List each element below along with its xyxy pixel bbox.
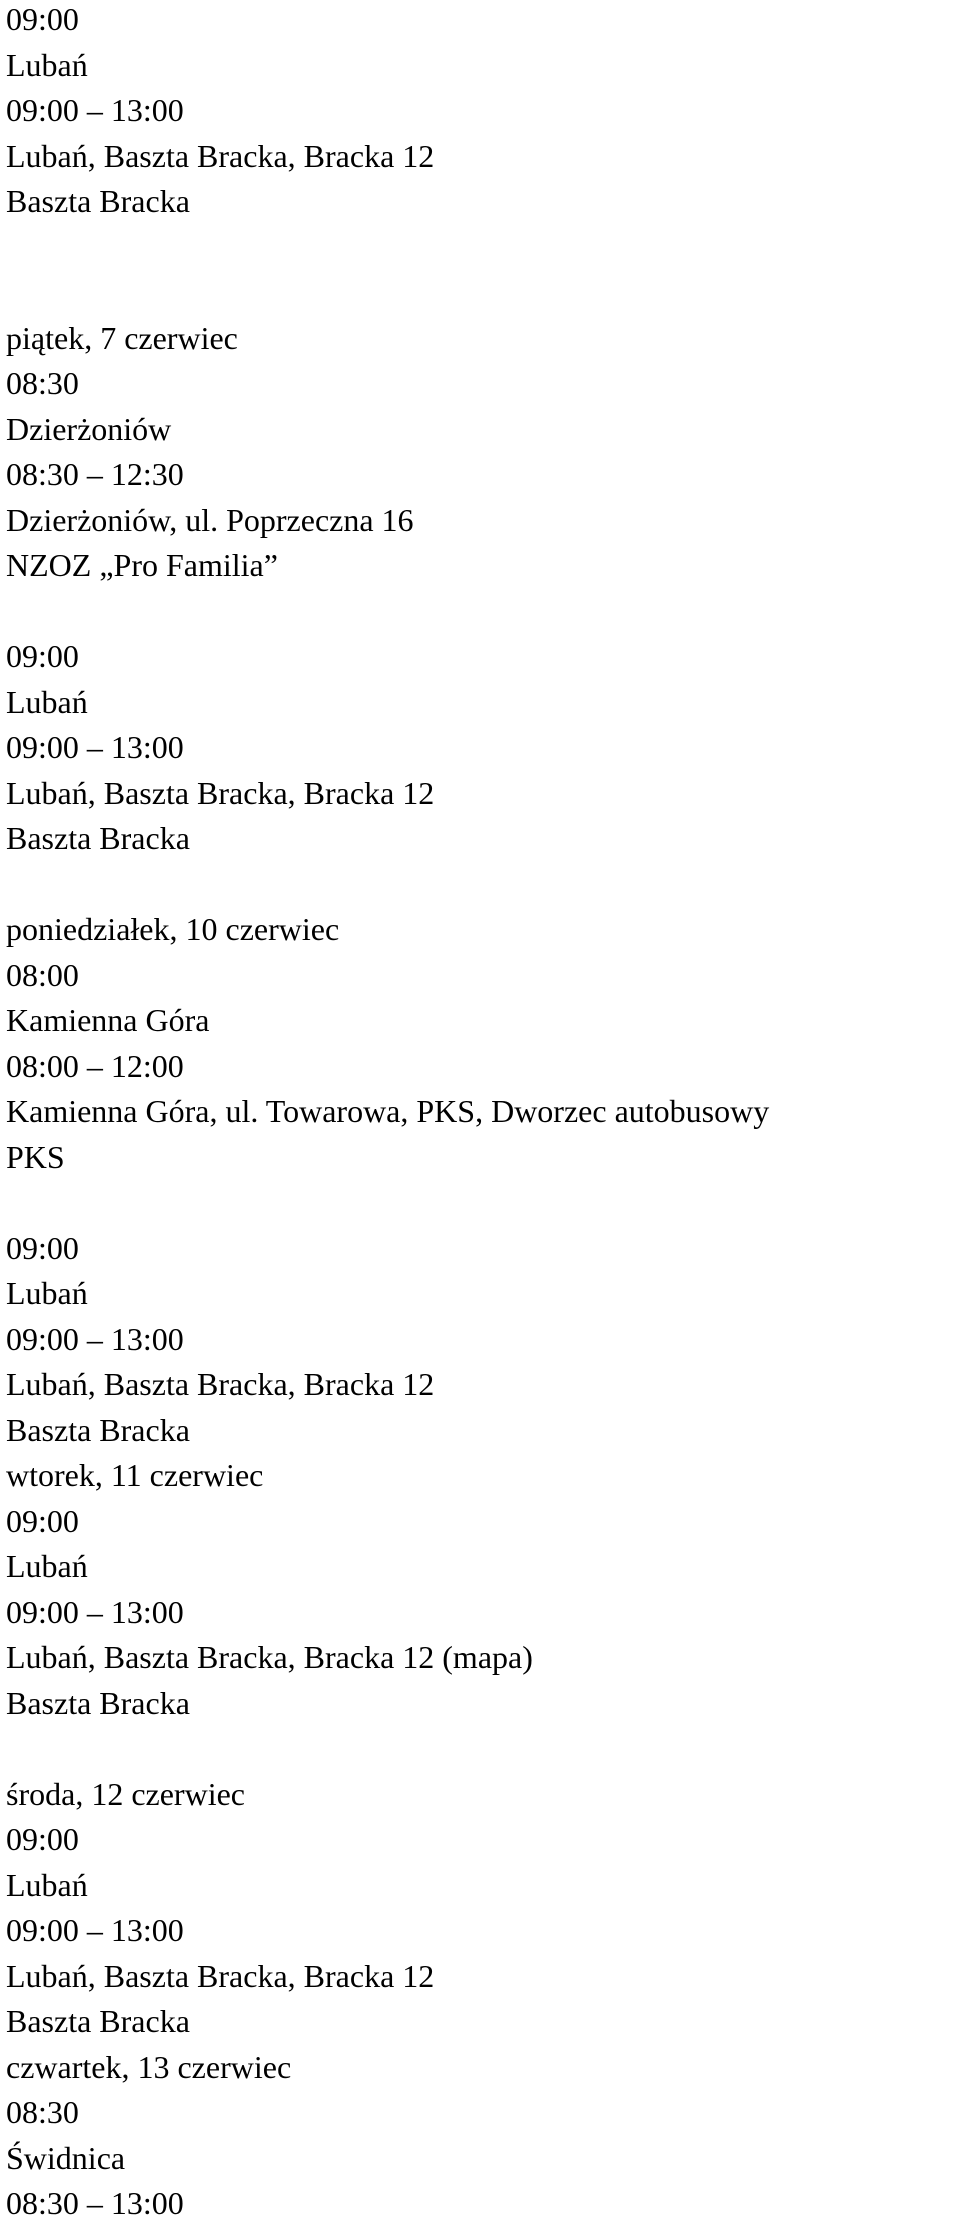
- entry-venue: Baszta Bracka: [6, 820, 190, 856]
- entry-venue: PKS: [6, 1138, 65, 1175]
- blank-line: [6, 1180, 951, 1226]
- entry-hours: 09:00 – 13:00: [6, 92, 184, 128]
- schedule-entry-luban-2: [6, 634, 951, 862]
- entry-time: 08:30: [6, 2094, 79, 2130]
- entry-city: Świdnica: [6, 2139, 126, 2176]
- entry-address: Kamienna Góra, ul. Towarowa, PKS, Dworzec autobusowy: [6, 1093, 770, 1129]
- entry-address: Lubań, Baszta Bracka, Bracka 12: [6, 137, 435, 174]
- entry-time: 09:00: [6, 1502, 79, 1539]
- day-heading: poniedziałek, 10 czerwiec: [6, 911, 340, 947]
- entry-venue: Baszta Bracka: [6, 1684, 190, 1721]
- entry-venue: Baszta Bracka: [6, 2003, 190, 2039]
- entry-hours: 08:00 – 12:00: [6, 1047, 184, 1084]
- schedule-entry-luban-1: [6, 0, 951, 225]
- schedule-day-wednesday-12: [6, 1772, 951, 2045]
- day-heading: piątek, 7 czerwiec: [6, 319, 238, 356]
- entry-time: 09:00: [6, 638, 79, 674]
- blank-line: [6, 225, 951, 271]
- entry-venue: Baszta Bracka: [6, 183, 190, 219]
- schedule-day-friday-7: [6, 316, 951, 589]
- schedule-entry-luban-3: [6, 1226, 951, 1454]
- entry-address: Dzierżoniów, ul. Poprzeczna 16: [6, 501, 414, 538]
- entry-city: Lubań: [6, 1866, 88, 1903]
- entry-hours: 09:00 – 13:00: [6, 1593, 184, 1630]
- blank-line: [6, 270, 951, 316]
- entry-city: Lubań: [6, 1548, 88, 1584]
- entry-hours: 08:30 – 12:30: [6, 456, 184, 492]
- blank-line: [6, 862, 951, 908]
- entry-hours: 09:00 – 13:00: [6, 729, 184, 765]
- day-heading: czwartek, 13 czerwiec: [6, 2048, 292, 2085]
- schedule-day-monday-10: [6, 907, 951, 1180]
- entry-time: 09:00: [6, 1821, 79, 1857]
- entry-city: Lubań: [6, 46, 88, 83]
- entry-city: Kamienna Góra: [6, 1002, 210, 1038]
- blank-line: [6, 589, 951, 635]
- entry-venue: Baszta Bracka: [6, 1411, 190, 1448]
- entry-address: Lubań, Baszta Bracka, Bracka 12 (mapa): [6, 1639, 533, 1675]
- entry-hours: 09:00 – 13:00: [6, 1320, 184, 1357]
- entry-hours: 08:30 – 13:00: [6, 2185, 184, 2221]
- entry-address: Lubań, Baszta Bracka, Bracka 12: [6, 774, 435, 811]
- entry-city: Lubań: [6, 1275, 88, 1311]
- day-heading: środa, 12 czerwiec: [6, 1775, 245, 1812]
- entry-hours: 09:00 – 13:00: [6, 1912, 184, 1948]
- day-heading: wtorek, 11 czerwiec: [6, 1457, 264, 1493]
- entry-address: Lubań, Baszta Bracka, Bracka 12: [6, 1366, 435, 1402]
- schedule-document: [6, 0, 951, 2227]
- entry-address: Lubań, Baszta Bracka, Bracka 12: [6, 1957, 435, 1994]
- entry-city: Dzierżoniów: [6, 410, 172, 447]
- schedule-day-thursday-13: [6, 2045, 951, 2227]
- entry-time: 09:00: [6, 1, 79, 37]
- entry-city: Lubań: [6, 683, 88, 720]
- blank-line: [6, 1726, 951, 1772]
- schedule-day-tuesday-11: [6, 1453, 951, 1726]
- entry-time: 09:00: [6, 1229, 79, 1266]
- entry-venue: NZOZ „Pro Familia”: [6, 547, 278, 583]
- entry-time: 08:00: [6, 956, 79, 993]
- entry-time: 08:30: [6, 365, 79, 401]
